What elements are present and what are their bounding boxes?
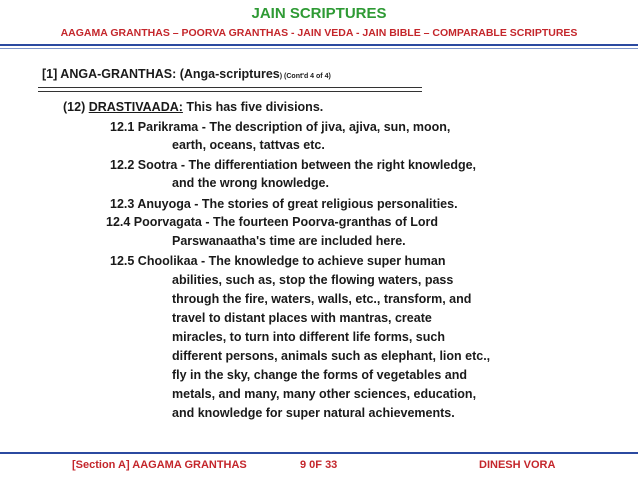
list-item: 12.4 Poorvagata - The fourteen Poorva-granthas of Lord bbox=[106, 215, 439, 229]
list-item-continuation: miracles, to turn into different life forms, such bbox=[172, 330, 445, 344]
subsection-intro: This has five divisions. bbox=[182, 100, 324, 114]
footer-author: DINESH VORA bbox=[479, 459, 556, 471]
list-item-continuation: abilities, such as, stop the flowing waters, pass bbox=[172, 273, 454, 287]
section-heading-main: [1] ANGA-GRANTHAS: (Anga-scriptures bbox=[42, 67, 280, 81]
page-subtitle: AAGAMA GRANTHAS – POORVA GRANTHAS - JAIN VEDA - JAIN BIBLE – COMPARABLE SCRIPTURES bbox=[60, 27, 578, 39]
list-item-continuation: fly in the sky, change the forms of vegetables and bbox=[172, 368, 467, 382]
footer-page-number: 9 0F 33 bbox=[300, 459, 338, 471]
list-item: 12.5 Choolikaa - The knowledge to achieve super human bbox=[110, 254, 446, 268]
header-rule-thin bbox=[0, 48, 638, 49]
section-heading-note: ) (Cont'd 4 of 4) bbox=[279, 73, 331, 80]
list-item: 12.2 Sootra - The differentiation between the right knowledge, bbox=[110, 158, 477, 172]
header-rule-thick bbox=[0, 44, 638, 46]
heading-double-rule bbox=[38, 87, 422, 92]
list-item-continuation: through the fire, waters, walls, etc., transform, and bbox=[172, 292, 472, 306]
subsection-title bbox=[63, 98, 323, 116]
list-item: 12.1 Parikrama - The description of jiva, ajiva, sun, moon, bbox=[110, 120, 451, 134]
list-item-continuation: metals, and many, many other sciences, education, bbox=[172, 387, 477, 401]
footer-section: [Section A] AAGAMA GRANTHAS bbox=[72, 459, 247, 471]
list-item-continuation: and the wrong knowledge. bbox=[172, 176, 329, 190]
section-heading bbox=[42, 67, 331, 81]
footer-rule bbox=[0, 452, 638, 454]
subsection-number: (12) bbox=[63, 100, 89, 114]
list-item-continuation: different persons, animals such as elephant, lion etc., bbox=[172, 349, 491, 363]
list-item-continuation: travel to distant places with mantras, create bbox=[172, 311, 432, 325]
subsection-name: DRASTIVAADA: bbox=[88, 100, 183, 114]
list-item-continuation: and knowledge for super natural achievements. bbox=[172, 406, 455, 420]
list-item-continuation: earth, oceans, tattvas etc. bbox=[172, 138, 325, 152]
page-title: JAIN SCRIPTURES bbox=[251, 5, 387, 22]
list-item: 12.3 Anuyoga - The stories of great religious personalities. bbox=[110, 197, 458, 211]
list-item-continuation: Parswanaatha's time are included here. bbox=[172, 234, 406, 248]
